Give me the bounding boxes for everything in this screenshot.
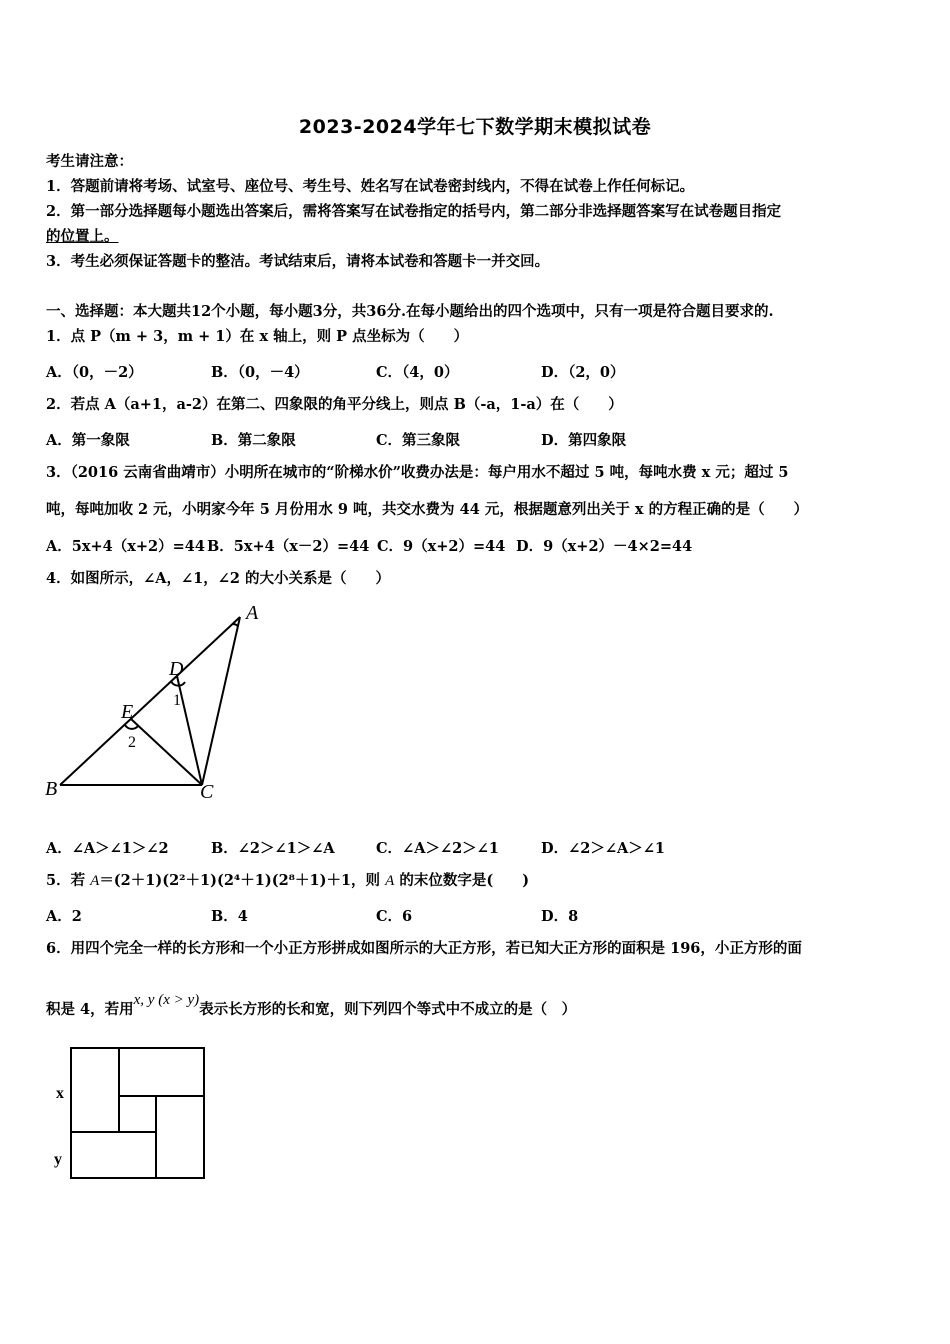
- segment-ba: [60, 617, 240, 785]
- question-3-line-2: 吨，每吨加收 2 元，小明家今年 5 月份用水 9 吨，共交水费为 44 元，根据题意列出关于 x 的方程正确的是（ ）: [46, 501, 809, 518]
- q4-option-d: D．∠2＞∠A＞∠1: [541, 840, 665, 857]
- q3-option-c: C．9（x+2）=44: [377, 538, 506, 555]
- notice-item-2-cont-text: 的位置上。: [46, 228, 119, 245]
- notice-item-2: 2．第一部分选择题每小题选出答案后，需将答案写在试卷指定的括号内，第二部分非选择题答案写在试卷题目指定: [46, 203, 782, 220]
- question-5-stem: [46, 871, 529, 891]
- q5-var-a: A: [90, 873, 100, 889]
- q3-option-d: D．9（x+2）－4×2=44: [516, 538, 693, 555]
- q5-option-b: B．4: [211, 908, 248, 925]
- label-x: x: [56, 1085, 64, 1102]
- q1-option-b: B．（0，－4）: [211, 364, 309, 381]
- page-title: 2023-2024学年七下数学期末模拟试卷: [298, 116, 652, 138]
- question-2-stem: 2．若点 A（a+1，a-2）在第二、四象限的角平分线上，则点 B（-a，1-a）在（ ）: [46, 396, 623, 413]
- label-y: y: [54, 1151, 62, 1168]
- q5-option-c: C．6: [376, 908, 413, 925]
- q3-option-a: A．5x+4（x+2）=44: [46, 538, 205, 555]
- label-e: E: [121, 701, 134, 723]
- q5-var-a-2: A: [385, 873, 395, 889]
- angle-a-arc: [233, 624, 238, 626]
- q3-option-b: B．5x+4（x－2）=44: [207, 538, 370, 555]
- q2-option-c: C．第三象限: [376, 432, 461, 449]
- square-figure: [46, 1040, 216, 1190]
- q5-suffix: 的末位数字是( ): [394, 872, 530, 889]
- question-6-line-2: [46, 992, 577, 1020]
- q2-option-a: A．第一象限: [46, 432, 130, 449]
- q6-line2-suffix: 表示长方形的长和宽，则下列四个等式中不成立的是（ ）: [199, 1001, 577, 1018]
- question-6-line-1: 6．用四个完全一样的长方形和一个小正方形拼成如图所示的大正方形，若已知大正方形的面积是 196，小正方形的面: [46, 940, 802, 957]
- triangle-figure: [40, 595, 280, 810]
- q1-option-c: C．（4，0）: [376, 364, 459, 381]
- q2-option-b: B．第二象限: [211, 432, 296, 449]
- q5-prefix: 5．若: [46, 872, 91, 889]
- q2-option-d: D．第四象限: [541, 432, 627, 449]
- question-4-stem: 4．如图所示，∠A，∠1，∠2 的大小关系是（ ）: [46, 570, 391, 587]
- question-1-stem: 1．点 P（m + 3，m + 1）在 x 轴上，则 P 点坐标为（ ）: [46, 328, 469, 345]
- q4-option-b: B．∠2＞∠1＞∠A: [211, 840, 335, 857]
- notice-item-3: 3．考生必须保证答题卡的整洁。考试结束后，请将本试卷和答题卡一并交回。: [46, 253, 550, 270]
- notice-item-2-cont: [46, 227, 119, 247]
- q1-option-d: D．（2，0）: [541, 364, 625, 381]
- outer-square: [71, 1048, 204, 1178]
- question-3-line-1: 3．（2016 云南省曲靖市）小明所在城市的“阶梯水价”收费办法是：每户用水不超过 5 吨，每吨水费 x 元；超过 5: [46, 464, 789, 481]
- q1-option-a: A．（0，－2）: [46, 364, 143, 381]
- label-c: C: [200, 781, 214, 803]
- label-1: 1: [173, 692, 181, 709]
- q4-option-a: A．∠A＞∠1＞∠2: [46, 840, 169, 857]
- angle-2-arc: [125, 725, 138, 729]
- q4-option-c: C．∠A＞∠2＞∠1: [376, 840, 499, 857]
- label-b: B: [45, 778, 58, 800]
- q5-expr: ＝(2＋1)(2²＋1)(2⁴＋1)(2⁸＋1)＋1，则: [99, 872, 386, 889]
- notice-item-1: 1．答题前请将考场、试室号、座位号、考生号、姓名写在试卷密封线内，不得在试卷上作任何标记。: [46, 178, 695, 195]
- q6-line2-prefix: 积是 4，若用: [46, 1001, 134, 1018]
- q5-option-d: D．8: [541, 908, 579, 925]
- q6-math: x, y (x > y): [133, 992, 200, 1008]
- segment-ac: [202, 617, 240, 785]
- inner-square: [119, 1096, 156, 1132]
- label-a: A: [246, 602, 259, 624]
- segment-ec: [131, 719, 202, 785]
- label-d: D: [169, 658, 184, 680]
- section-heading: 一、选择题：本大题共12个小题，每小题3分，共36分.在每小题给出的四个选项中，只有一项是符合题目要求的.: [46, 303, 774, 320]
- label-2: 2: [128, 734, 136, 751]
- q5-option-a: A．2: [46, 908, 82, 925]
- notice-heading: 考生请注意：: [46, 153, 133, 170]
